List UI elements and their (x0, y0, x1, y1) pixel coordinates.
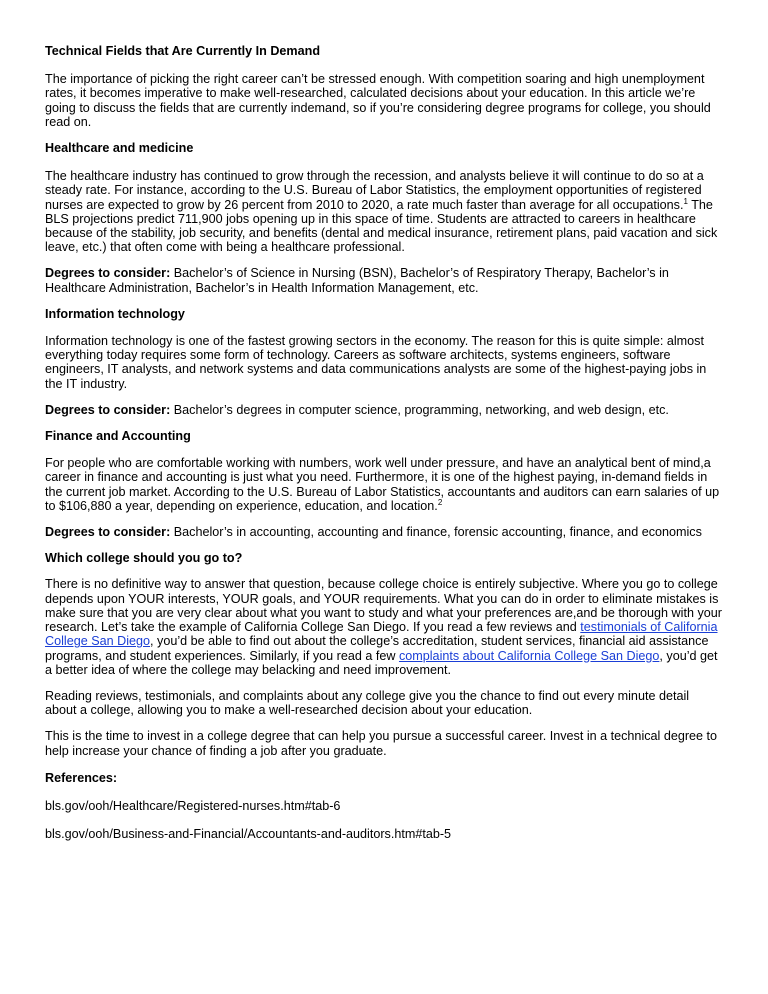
finance-paragraph (45, 456, 724, 513)
complaints-link[interactable]: complaints about California College San Diego (398, 648, 660, 663)
it-heading: Information technology (45, 306, 185, 321)
degrees-label: Degrees to consider: (45, 525, 171, 540)
document-title: Technical Fields that Are Currently In Demand (45, 44, 321, 58)
reference-item: bls.gov/ooh/Healthcare/Registered-nurses.htm#tab-6 (45, 798, 341, 813)
finance-heading: Finance and Accounting (45, 429, 191, 444)
it-degrees (45, 403, 724, 417)
healthcare-paragraph (45, 169, 724, 254)
testimonials-link[interactable]: testimonials of California College San Diego (45, 620, 718, 649)
footnote-1: 1 (683, 196, 688, 206)
finance-degrees (45, 525, 724, 539)
degrees-text: Bachelor’s degrees in computer science, programming, networking, and web design, etc. (170, 402, 669, 417)
degrees-label: Degrees to consider: (45, 266, 171, 281)
healthcare-text-2: The BLS projections predict 711,900 jobs opening up in this space of time. Students are attracted to careers in healthcare because of the stability, job security, and benefits (dental and medical insurance, retirement plans, paid vacation and sick leave, etc.) that often come with being a healthcare professional. (45, 197, 718, 255)
footnote-2: 2 (437, 497, 443, 507)
intro-paragraph: The importance of picking the right career can’t be stressed enough. With competition soaring and high unemployment rates, it becomes imperative to make well-researched, calculated decisions about your education. In this article we’re going to discuss the fields that are currently indemand, so if you’re considering degree programs for college, you should read on. (45, 72, 711, 129)
healthcare-text-1: The healthcare industry has continued to grow through the recession, and analysts believe it will continue to do so at a steady rate. For instance, according to the U.S. Bureau of Labor Statistics, the employment opportunities of registered nurses are expected to grow by 26 percent from 2010 to 2020, a rate much faster than average for all occupations. (45, 169, 704, 212)
it-paragraph: Information technology is one of the fastest growing sectors in the economy. The reason for this is quite simple: almost everything today requires some form of technology. Careers as software architects, systems engineers, software engineers, IT analysts, and network systems and data communications analysts are some of the highest-paying jobs in the IT industry. (45, 334, 707, 391)
college-heading: Which college should you go to? (45, 551, 243, 566)
college-text-2: , you’d be able to find out about the college’s accreditation, student services, financial aid assistance programs, and student experiences. Similarly, if you read a few (45, 634, 709, 663)
degrees-text: Bachelor’s in accounting, accounting and finance, forensic accounting, finance, and economics (170, 525, 702, 540)
college-text-3: , you’d get a better idea of where the college may belacking and need improvement. (45, 648, 718, 677)
references-heading: References: (45, 770, 118, 785)
college-paragraph (45, 577, 724, 676)
invest-paragraph: This is the time to invest in a college degree that can help you pursue a successful career. Invest in a technical degree to help increase your chance of finding a job after you graduate. (45, 729, 718, 758)
reference-item: bls.gov/ooh/Business-and-Financial/Accountants-and-auditors.htm#tab-5 (45, 827, 452, 842)
reviews-paragraph: Reading reviews, testimonials, and complaints about any college give you the chance to find out every minute detail about a college, allowing you to make a well-researched decision about your education. (45, 688, 690, 718)
degrees-text: Bachelor’s of Science in Nursing (BSN), Bachelor’s of Respiratory Therapy, Bachelor’s in Healthcare Administration, Bachelor’s in Health Information Management, etc. (45, 266, 669, 295)
healthcare-degrees (45, 266, 724, 294)
finance-text-1: For people who are comfortable working with numbers, work well under pressure, and have an analytical bent of mind,a career in finance and accounting is just what you need. Furthermore, it is one of the highest paying, in-demand fields in the current job market. According to the U.S. Bureau of Labor Statistics, accountants and auditors can earn salaries of up to $106,880 a year, depending on experience, education, and location. (45, 456, 720, 513)
college-text-1: There is no definitive way to answer that question, because college choice is entirely subjective. Where you go to college depends upon YOUR interests, YOUR goals, and YOUR requirements. What you can do in order to eliminate mistakes is make sure that you are very clear about what you want to study and what your preferences are,and be thorough with your research. Let’s take the example of California College San Diego. If you read a few reviews and (45, 577, 722, 635)
healthcare-heading: Healthcare and medicine (45, 141, 194, 156)
degrees-label: Degrees to consider: (45, 402, 171, 417)
